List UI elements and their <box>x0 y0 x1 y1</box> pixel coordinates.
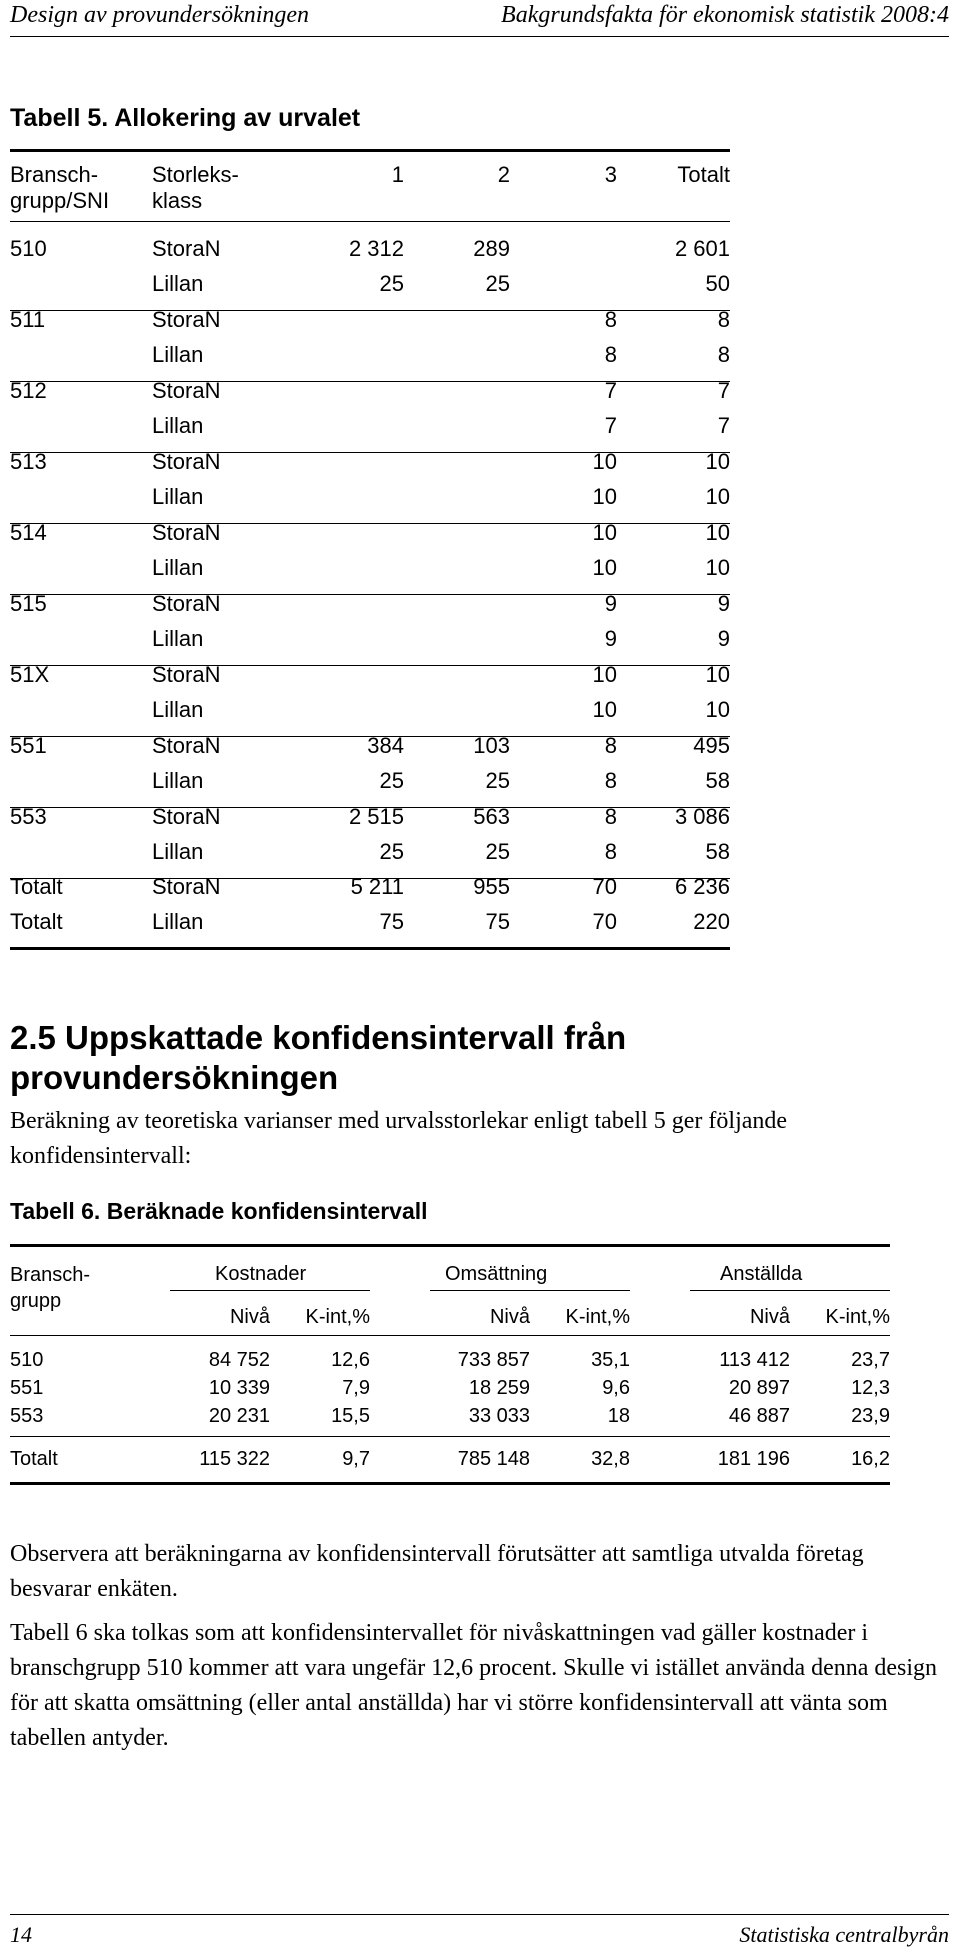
table6-cell-a_niva: 181 196 <box>717 1448 790 1470</box>
table5-cell-group: 515 <box>10 591 47 616</box>
table5-cell-size: Lillan <box>152 768 204 793</box>
table5-header-col1: 1 <box>391 162 404 187</box>
table6-cell-k_kint: 15,5 <box>331 1405 370 1427</box>
table5-cell-c2: 563 <box>473 804 510 829</box>
table5-cell-group: 512 <box>10 378 47 403</box>
table5-cell-total: 6 236 <box>674 874 730 899</box>
table5-cell-size: StoraN <box>152 449 221 474</box>
table6-header-anstallda: Anställda <box>720 1263 803 1285</box>
table6-subheader-omsattning-kint: K-int,% <box>565 1306 630 1328</box>
table5-cell-size: Lillan <box>152 839 204 864</box>
table5-cell-c3: 10 <box>592 449 617 474</box>
table5-cell-size: StoraN <box>152 591 221 616</box>
table5-cell-total: 2 601 <box>674 236 730 261</box>
table6-cell-o_kint: 35,1 <box>591 1349 630 1371</box>
table5-cell-total: 9 <box>717 626 730 651</box>
table6-bottom-rule <box>10 1482 890 1485</box>
table5-cell-size: Lillan <box>152 342 204 367</box>
table6-header-group-line1: Bransch- <box>10 1264 91 1286</box>
running-header-title: Design av provundersökningen <box>10 2 310 28</box>
table6-cell-a_kint: 16,2 <box>851 1448 890 1470</box>
table6-anstallda-span-rule <box>690 1290 890 1291</box>
table5-cell-c3: 8 <box>604 768 617 793</box>
table5-header-total: Totalt <box>677 162 730 187</box>
table6-header-group <box>10 1262 90 1314</box>
table5-cell-total: 10 <box>705 449 730 474</box>
table5-cell-c3: 8 <box>604 839 617 864</box>
table5-cell-total: 10 <box>705 662 730 687</box>
table5-cell-c3: 9 <box>604 591 617 616</box>
table5-cell-total: 9 <box>717 591 730 616</box>
table5-cell-total: 8 <box>717 342 730 367</box>
table6-cell-o_kint: 18 <box>607 1405 630 1427</box>
table5-cell-c3: 7 <box>604 413 617 438</box>
table5-cell-group: Totalt <box>10 874 63 899</box>
paragraph-observera: Observera att beräkningarna av konfidensintervall förutsätter att samtliga utvalda företag besvarar enkäten. <box>10 1541 864 1602</box>
table5-cell-total: 50 <box>705 271 730 296</box>
table6-header-omsattning: Omsättning <box>445 1263 548 1285</box>
table6-cell-group: 553 <box>10 1405 44 1427</box>
table5-cell-c3: 70 <box>592 874 617 899</box>
table6-cell-k_niva: 20 231 <box>208 1405 270 1427</box>
table6-header-rule <box>10 1335 890 1336</box>
table6-cell-k_kint: 7,9 <box>342 1377 370 1399</box>
table5-cell-total: 58 <box>705 768 730 793</box>
table5-cell-c1: 25 <box>379 271 404 296</box>
table6-cell-a_niva: 113 412 <box>719 1349 790 1371</box>
table5-cell-size: StoraN <box>152 378 221 403</box>
table6-subheader-kostnader-kint: K-int,% <box>305 1306 370 1328</box>
table5-cell-size: Lillan <box>152 271 204 296</box>
table5-cell-size: StoraN <box>152 804 221 829</box>
table6-cell-group: 551 <box>10 1377 44 1399</box>
table5-cell-c2: 25 <box>485 271 510 296</box>
table5-cell-c2: 289 <box>473 236 510 261</box>
table6-kostnader-span-rule <box>170 1290 370 1291</box>
table6-cell-o_kint: 9,6 <box>602 1377 630 1399</box>
table6-cell-k_niva: 84 752 <box>208 1349 270 1371</box>
table5-cell-size: StoraN <box>152 236 221 261</box>
table5-cell-c1: 5 211 <box>350 874 404 899</box>
table5-cell-c3: 8 <box>604 342 617 367</box>
table5-cell-c3: 7 <box>604 378 617 403</box>
table5-cell-c3: 10 <box>592 555 617 580</box>
table6-total-rule <box>10 1436 890 1437</box>
table5-cell-size: StoraN <box>152 874 221 899</box>
table5-cell-c3: 10 <box>592 484 617 509</box>
table6-cell-a_kint: 23,7 <box>851 1349 890 1371</box>
footer-publisher: Statistiska centralbyrån <box>739 1922 949 1947</box>
table5-cell-c1: 25 <box>379 839 404 864</box>
table5-cell-group: 513 <box>10 449 47 474</box>
table5-cell-total: 58 <box>705 839 730 864</box>
table5-cell-c3: 8 <box>604 733 617 758</box>
table6-cell-o_niva: 785 148 <box>457 1448 530 1470</box>
table5-header-size-line1: Storleks- <box>152 162 239 187</box>
table5-cell-c3: 8 <box>604 307 617 332</box>
table5-cell-c3: 10 <box>592 662 617 687</box>
table5-cell-size: StoraN <box>152 662 221 687</box>
footer-rule <box>10 1914 949 1915</box>
table5-cell-c1: 25 <box>379 768 404 793</box>
table5-cell-size: StoraN <box>152 733 221 758</box>
table5-cell-c3: 10 <box>592 697 617 722</box>
table6-title: Tabell 6. Beräknade konfidensintervall <box>10 1198 428 1224</box>
table5-header-col2: 2 <box>497 162 510 187</box>
running-header-series: Bakgrundsfakta för ekonomisk statistik 2008:4 <box>501 2 949 28</box>
table5-cell-c3: 9 <box>604 626 617 651</box>
table5-header-size-line2: klass <box>152 188 203 213</box>
table5-cell-size: Lillan <box>152 484 204 509</box>
table5-cell-total: 10 <box>705 697 730 722</box>
table6-cell-k_niva: 115 322 <box>199 1448 270 1470</box>
table5-cell-total: 495 <box>693 733 730 758</box>
table5-cell-c2: 25 <box>485 768 510 793</box>
table5-cell-group: 551 <box>10 733 47 758</box>
table5-title: Tabell 5. Allokering av urvalet <box>10 104 361 132</box>
table5-cell-c1: 2 515 <box>348 804 404 829</box>
table5-cell-size: Lillan <box>152 626 204 651</box>
table5-cell-size: StoraN <box>152 520 221 545</box>
table5-top-rule <box>10 149 730 152</box>
table5-cell-total: 220 <box>693 909 730 934</box>
table6-cell-o_niva: 18 259 <box>468 1377 530 1399</box>
table5-cell-total: 10 <box>705 520 730 545</box>
table5-cell-total: 10 <box>705 555 730 580</box>
table6-cell-o_kint: 32,8 <box>591 1448 630 1470</box>
table6-cell-a_kint: 12,3 <box>851 1377 890 1399</box>
table6-cell-a_kint: 23,9 <box>851 1405 890 1427</box>
table5-cell-total: 7 <box>717 378 730 403</box>
table5-cell-size: Lillan <box>152 555 204 580</box>
section-heading: 2.5 Uppskattade konfidensintervall från provundersökningen <box>10 1019 627 1096</box>
table5-cell-c2: 25 <box>485 839 510 864</box>
table5-header-rule <box>10 221 730 222</box>
table5-cell-group: 553 <box>10 804 47 829</box>
table6-cell-group: Totalt <box>10 1448 58 1470</box>
table6-subheader-anstallda-niva: Nivå <box>749 1306 790 1328</box>
table6-omsattning-span-rule <box>430 1290 630 1291</box>
table5-bottom-rule <box>10 947 730 950</box>
table5-cell-c1: 2 312 <box>348 236 404 261</box>
table5-cell-total: 7 <box>717 413 730 438</box>
table6-top-rule <box>10 1244 890 1247</box>
table5-header-group <box>10 162 109 214</box>
table5-header-size <box>152 162 239 214</box>
table5-cell-c3: 10 <box>592 520 617 545</box>
table5-cell-size: StoraN <box>152 307 221 332</box>
table5-cell-group: Totalt <box>10 909 63 934</box>
table6-cell-o_niva: 33 033 <box>468 1405 530 1427</box>
table6-cell-k_kint: 9,7 <box>342 1448 370 1470</box>
table5-cell-group: 514 <box>10 520 47 545</box>
table5-cell-size: Lillan <box>152 697 204 722</box>
table5-header-group-line2: grupp/SNI <box>10 188 110 213</box>
table6-cell-k_kint: 12,6 <box>331 1349 370 1371</box>
table5-cell-total: 3 086 <box>674 804 730 829</box>
table6-cell-a_niva: 46 887 <box>728 1405 790 1427</box>
table5-cell-c3: 8 <box>604 804 617 829</box>
table5-cell-c3: 70 <box>592 909 617 934</box>
table6-subheader-anstallda-kint: K-int,% <box>825 1306 890 1328</box>
table5-cell-total: 10 <box>705 484 730 509</box>
table5-header-group-line1: Bransch- <box>10 162 99 187</box>
table6-cell-k_niva: 10 339 <box>208 1377 270 1399</box>
table5-cell-c1: 384 <box>367 733 404 758</box>
table5-cell-group: 511 <box>10 307 46 332</box>
table5-cell-group: 51X <box>10 662 50 687</box>
table6-subheader-omsattning-niva: Nivå <box>489 1306 530 1328</box>
table5-cell-group: 510 <box>10 236 47 261</box>
table5-cell-c2: 75 <box>485 909 510 934</box>
table6-cell-o_niva: 733 857 <box>457 1349 530 1371</box>
page-number: 14 <box>10 1922 32 1947</box>
table5-cell-size: Lillan <box>152 413 204 438</box>
table5-header-col3: 3 <box>604 162 617 187</box>
header-rule <box>10 36 949 37</box>
table5-cell-c1: 75 <box>379 909 404 934</box>
table6-header-group-line2: grupp <box>10 1290 62 1312</box>
table5-cell-c2: 955 <box>473 874 510 899</box>
table5-cell-c2: 103 <box>473 733 510 758</box>
table6-cell-a_niva: 20 897 <box>728 1377 790 1399</box>
table6-cell-group: 510 <box>10 1349 44 1371</box>
paragraph-tabell6-explanation: Tabell 6 ska tolkas som att konfidensintervallet för nivåskattningen vad gäller kostnader i branschgrupp 510 kommer att vara ungefär 12,6 procent. Skulle vi istället använda denna design för att skatta omsättning (eller antal anställda) har vi större konfidensintervall att vänta som tabellen antyder. <box>10 1620 938 1751</box>
table6-subheader-kostnader-niva: Nivå <box>229 1306 270 1328</box>
table6-header-kostnader: Kostnader <box>215 1263 307 1285</box>
table5-cell-size: Lillan <box>152 909 204 934</box>
section-intro-paragraph: Beräkning av teoretiska varianser med urvalsstorlekar enligt tabell 5 ger följande konfidensintervall: <box>10 1108 788 1169</box>
table5-cell-total: 8 <box>717 307 730 332</box>
